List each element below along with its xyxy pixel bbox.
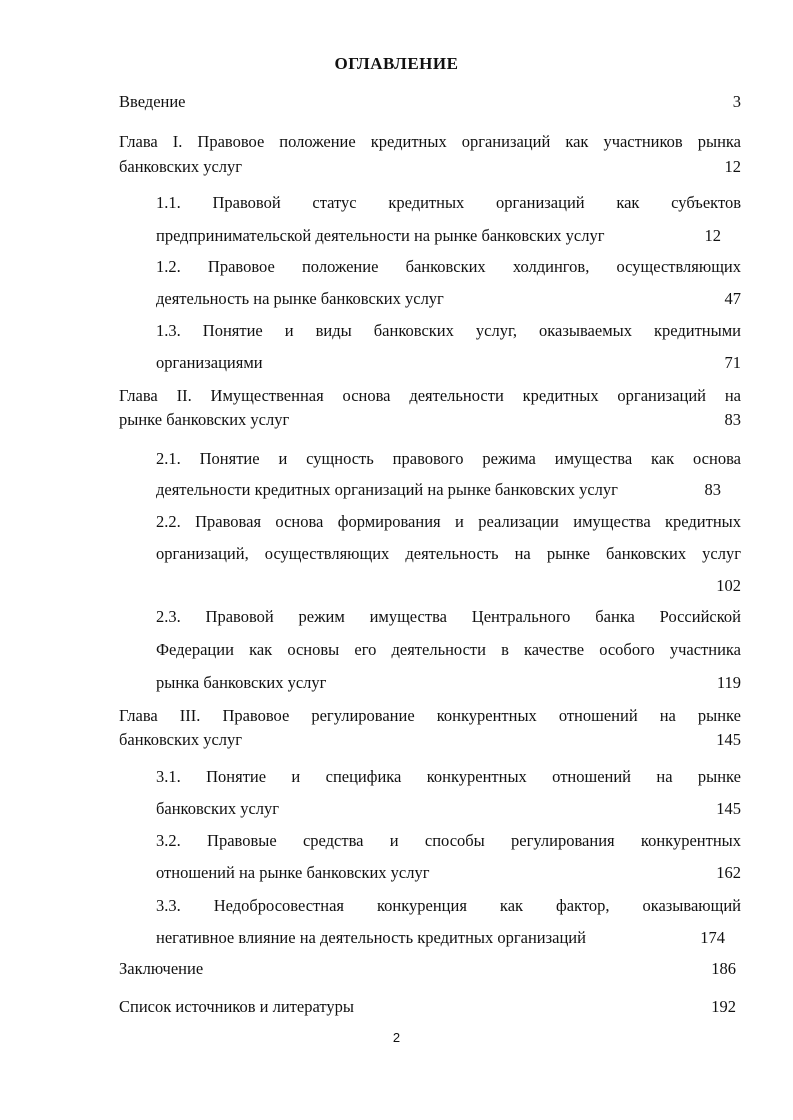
toc-heading: ОГЛАВЛЕНИЕ xyxy=(334,54,459,73)
toc-entry-title: 2.1. Понятие и сущность правового режима имущества как основа xyxy=(156,449,741,468)
page-number: 2 xyxy=(392,1030,401,1045)
toc-entry-page: 145 xyxy=(716,799,741,818)
toc-entry-title-cont: организациями xyxy=(156,353,263,372)
toc-entry-title-cont: негативное влияние на деятельность кредитных организаций xyxy=(156,928,586,947)
toc-entry-title-cont: деятельности кредитных организаций на рынке банковских услуг xyxy=(156,480,618,499)
toc-entry-title: Глава III. Правовое регулирование конкурентных отношений на рынке xyxy=(119,706,741,725)
toc-entry-title: Список источников и литературы xyxy=(119,997,354,1016)
toc-entry-title: 3.3. Недобросовестная конкуренция как фактор, оказывающий xyxy=(156,896,741,915)
toc-entry-title-cont: деятельность на рынке банковских услуг xyxy=(156,289,444,308)
toc-entry-title-cont: банковских услуг xyxy=(156,799,280,818)
toc-entry-title: Глава II. Имущественная основа деятельности кредитных организаций на xyxy=(119,386,741,405)
toc-entry-page: 162 xyxy=(716,863,741,882)
toc-entry-title: 1.3. Понятие и виды банковских услуг, оказываемых кредитными xyxy=(156,321,741,340)
toc-entry-page: 145 xyxy=(716,730,741,749)
toc-entry-title-cont: отношений на рынке банковских услуг xyxy=(156,863,430,882)
toc-entry-title: Глава I. Правовое положение кредитных организаций как участников рынка xyxy=(119,132,741,151)
toc-entry-page: 192 xyxy=(711,997,736,1016)
toc-entry-page: 47 xyxy=(724,289,741,308)
toc-entry-page: 102 xyxy=(716,576,741,595)
toc-entry-page: 71 xyxy=(724,353,741,372)
toc-entry-page: 83 xyxy=(704,480,721,499)
toc-entry-page: 3 xyxy=(732,92,741,111)
toc-entry-title-cont: рынка банковских услуг xyxy=(156,673,327,692)
toc-entry-title: 2.3. Правовой режим имущества Центрального банка Российской xyxy=(156,607,741,626)
toc-entry-page: 119 xyxy=(716,673,741,692)
toc-entry-title: 3.1. Понятие и специфика конкурентных отношений на рынке xyxy=(156,767,741,786)
toc-entry-title: 1.2. Правовое положение банковских холдингов, осуществляющих xyxy=(156,257,741,276)
toc-entry-title-cont: Федерации как основы его деятельности в качестве особого участника xyxy=(156,640,741,659)
toc-entry-page: 186 xyxy=(711,959,736,978)
toc-entry-title-cont: рынке банковских услуг xyxy=(119,410,290,429)
toc-entry-title-cont: организаций, осуществляющих деятельность на рынке банковских услуг xyxy=(156,544,741,563)
toc-entry-title: 3.2. Правовые средства и способы регулирования конкурентных xyxy=(156,831,741,850)
toc-entry-page: 174 xyxy=(700,928,725,947)
toc-entry-title: 2.2. Правовая основа формирования и реализации имущества кредитных xyxy=(156,512,741,531)
toc-entry-title-cont: банковских услуг xyxy=(119,157,243,176)
toc-entry-page: 12 xyxy=(704,226,721,245)
toc-entry-title: 1.1. Правовой статус кредитных организаций как субъектов xyxy=(156,193,741,212)
toc-entry-title: Заключение xyxy=(119,959,204,978)
toc-entry-page: 83 xyxy=(724,410,741,429)
toc-entry-title-cont: предпринимательской деятельности на рынке банковских услуг xyxy=(156,226,605,245)
toc-entry-title: Введение xyxy=(119,92,186,111)
toc-entry-title-cont: банковских услуг xyxy=(119,730,243,749)
toc-entry-page: 12 xyxy=(724,157,741,176)
